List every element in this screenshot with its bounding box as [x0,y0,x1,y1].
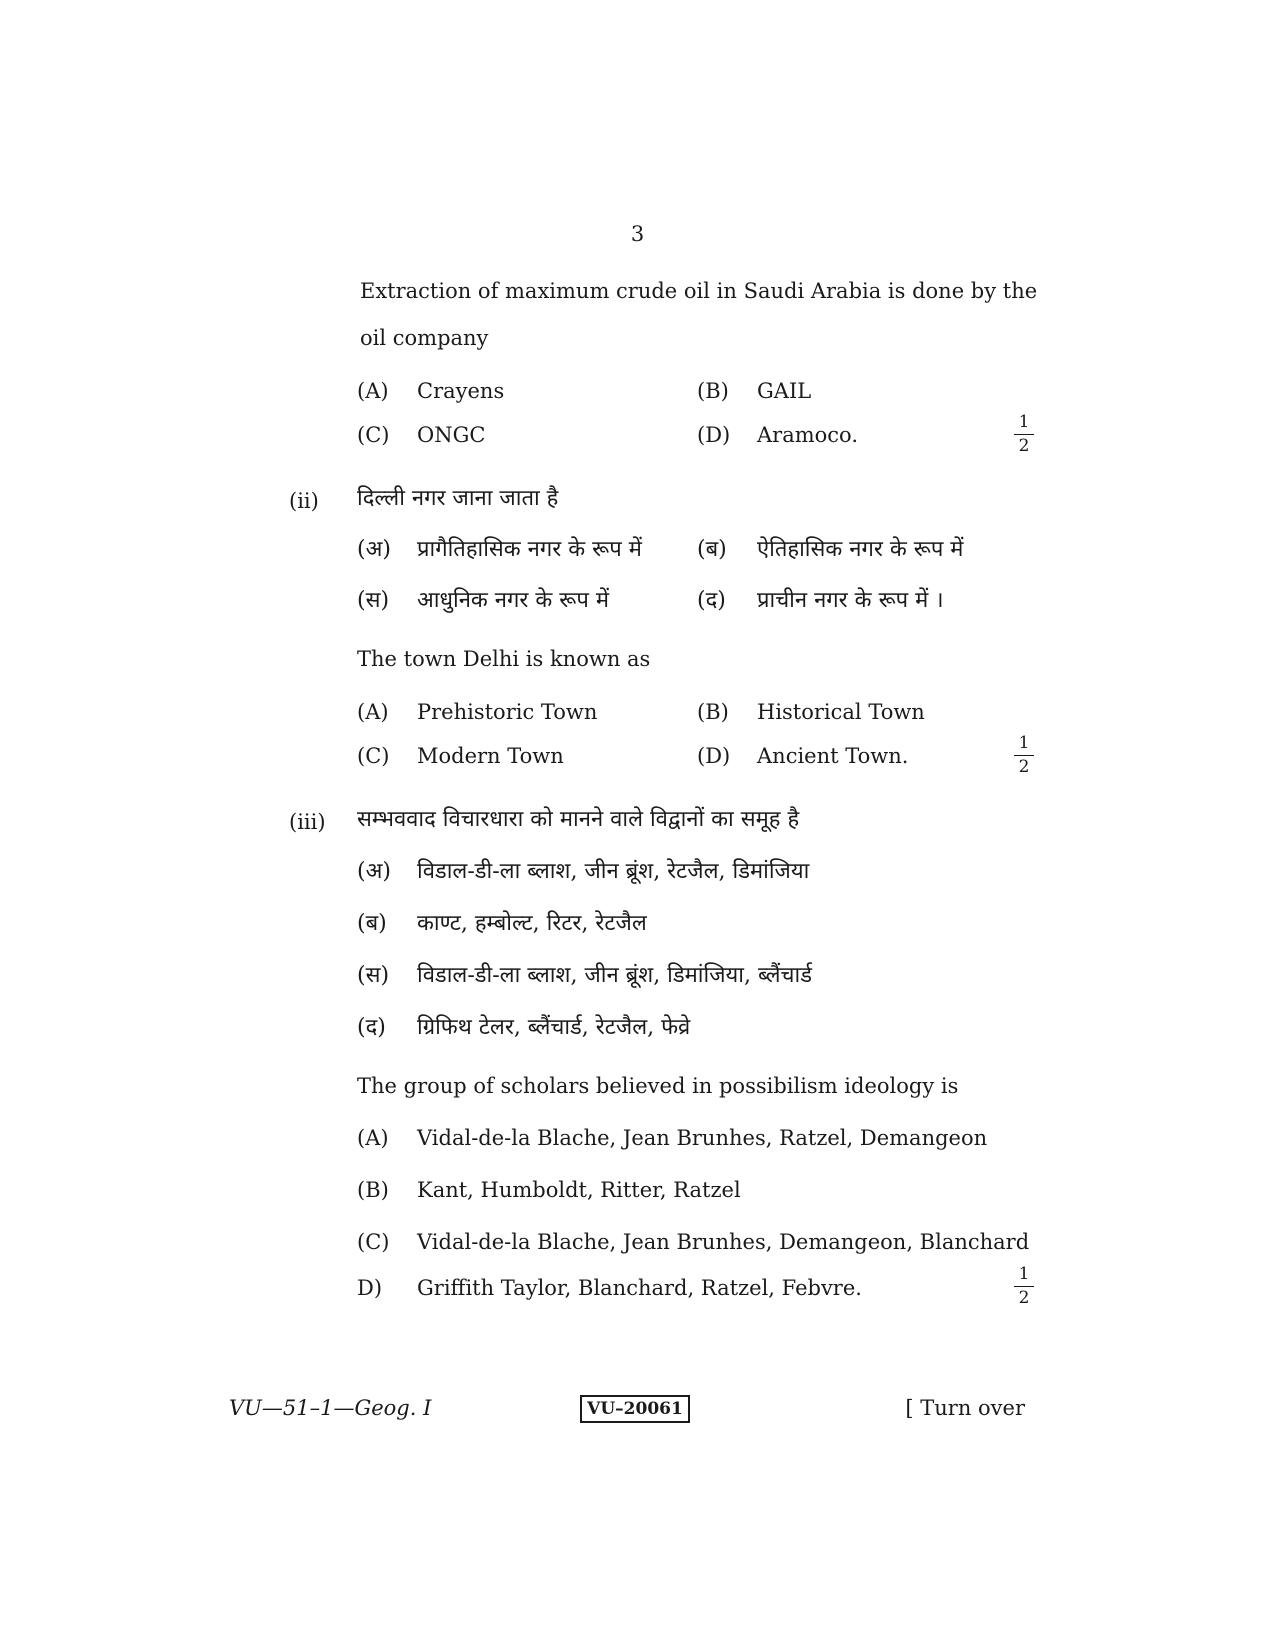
q3-stem-english: The group of scholars believed in possibilism ideology is [357,1074,959,1098]
option-text: Aramoco. [757,423,858,447]
option-text: Prehistoric Town [417,700,598,724]
option-text: आधुनिक नगर के रूप में [417,588,610,613]
option-label: (A) [357,700,389,724]
marks-denominator: 2 [1018,436,1030,456]
marks-numerator: 1 [1018,412,1030,432]
option-label: (अ) [357,859,391,884]
option-label: (D) [697,423,731,447]
q3-marks [1014,1265,1034,1308]
option-label: (A) [357,1126,389,1150]
option-label: (द) [357,1015,386,1040]
footer-paper-code: VU—51–1—Geog. I [229,1396,432,1420]
marks-numerator: 1 [1018,733,1030,753]
option-label: (C) [357,423,390,447]
option-label: (C) [357,1230,390,1254]
q1-marks [1014,413,1034,456]
option-label: (अ) [357,537,391,562]
q3-stem-hindi: सम्भववाद विचारधारा को मानने वाले विद्वानों का समूह है [357,807,800,832]
q2-number: (ii) [289,489,319,513]
footer-turn-over: [ Turn over [905,1396,1025,1420]
option-text: ऐतिहासिक नगर के रूप में [757,537,964,562]
option-text: Ancient Town. [757,744,909,768]
option-text: Griffith Taylor, Blanchard, Ratzel, Febvre. [417,1276,862,1300]
option-text: ONGC [417,423,486,447]
q3-number: (iii) [289,810,326,834]
option-text: Historical Town [757,700,925,724]
option-label: (B) [697,379,729,403]
option-text: Crayens [417,379,505,403]
option-text: Modern Town [417,744,564,768]
marks-denominator: 2 [1018,757,1030,777]
option-label: (B) [357,1178,389,1202]
option-label: (स) [357,588,390,613]
option-label: (द) [697,588,726,613]
option-label: (ब) [697,537,727,562]
option-label: (D) [697,744,731,768]
q2-stem-hindi: दिल्ली नगर जाना जाता है [357,486,559,511]
fraction-bar [1014,1286,1034,1287]
option-text: Vidal-de-la Blache, Jean Brunhes, Demangeon, Blanchard [417,1230,1030,1254]
option-text: काण्ट, हम्बोल्ट, रिटर, रेटजैल [417,911,647,936]
option-label: (C) [357,744,390,768]
fraction-bar [1014,755,1034,756]
page-number: 3 [630,222,645,246]
option-label: (A) [357,379,389,403]
option-text: ग्रिफिथ टेलर, ब्लैंचार्ड, रेटजैल, फेव्रे [417,1015,691,1040]
q2-stem-english: The town Delhi is known as [357,647,651,671]
option-text: Vidal-de-la Blache, Jean Brunhes, Ratzel, Demangeon [417,1126,988,1150]
option-text: प्राचीन नगर के रूप में । [757,588,944,613]
option-label: (ब) [357,911,387,936]
option-text: प्रागैतिहासिक नगर के रूप में [417,537,642,562]
fraction-bar [1014,434,1034,435]
option-text: GAIL [757,379,812,403]
footer-booklet-code: VU–20061 [580,1395,690,1423]
option-label: (स) [357,963,390,988]
marks-numerator: 1 [1018,1264,1030,1284]
option-text: Kant, Humboldt, Ritter, Ratzel [417,1178,741,1202]
option-text: विडाल-डी-ला ब्लाश, जीन ब्रूंश, रेटजैल, डिमांजिया [417,859,810,884]
q2-marks [1014,734,1034,777]
q1-stem-english: Extraction of maximum crude oil in Saudi Arabia is done by the oil company [360,279,1038,350]
marks-denominator: 2 [1018,1288,1030,1308]
option-text: विडाल-डी-ला ब्लाश, जीन ब्रूंश, डिमांजिया, ब्लैंचार्ड [417,963,812,988]
option-label: D) [357,1276,383,1300]
option-label: (B) [697,700,729,724]
